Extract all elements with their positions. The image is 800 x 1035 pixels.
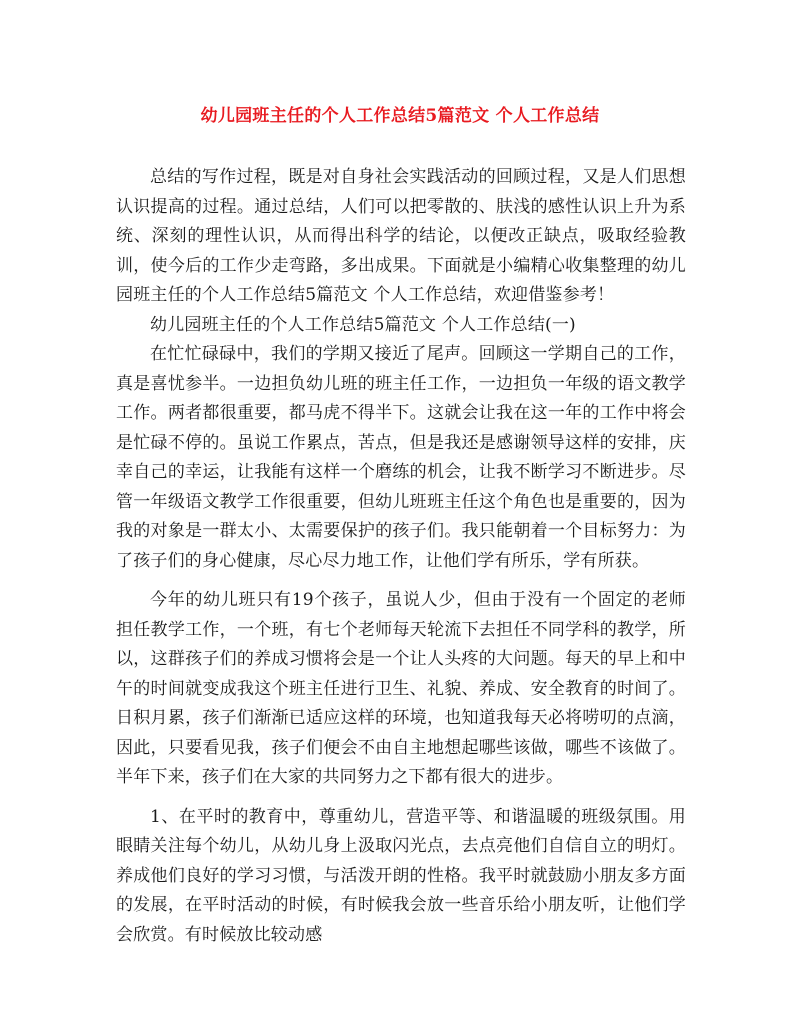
section-heading: 幼儿园班主任的个人工作总结5篇范文 个人工作总结(一) xyxy=(150,314,576,335)
document-body xyxy=(116,163,686,950)
body-paragraph-2: 今年的幼儿班只有19个孩子，虽说人少，但由于没有一个固定的老师担任教学工作，一个班，有七个老师每天轮流下去担任不同学科的教学，所以，这群孩子们的养成习惯将会是一个让人头疼的大问题。每天的早上和中午的时间就变成我这个班主任进行卫生、礼貌、养成、安全教育的时间了。日积月累，孩子们渐渐已适应这样的环境，也知道我每天必将唠叨的点滴，因此，只要看见我，孩子们便会不由自主地想起哪些该做，哪些不该做了。半年下来，孩子们在大家的共同努力之下都有很大的进步。 xyxy=(116,590,686,787)
body-paragraph-3: 1、在平时的教育中，尊重幼儿，营造平等、和谐温暖的班级氛围。用眼睛关注每个幼儿，从幼儿身上汲取闪光点，去点亮他们自信自立的明灯。养成他们良好的学习习惯，与活泼开朗的性格。我平时就鼓励小朋友多方面的发展，在平时活动的时候，有时候我会放一些音乐给小朋友听，让他们学会欣赏。有时候放比较动感 xyxy=(116,806,686,945)
body-paragraph-1: 在忙忙碌碌中，我们的学期又接近了尾声。回顾这一学期自己的工作，真是喜忧参半。一边担负幼儿班的班主任工作，一边担负一年级的语文教学工作。两者都很重要，都马虎不得半下。这就会让我在这一年的工作中将会是忙碌不停的。虽说工作累点，苦点，但是我还是感谢领导这样的安排，庆幸自己的幸运，让我能有这样一个磨练的机会，让我不断学习不断进步。尽管一年级语文教学工作很重要，但幼儿班班主任这个角色也是重要的，因为我的对象是一群太小、太需要保护的孩子们。我只能朝着一个目标努力：为了孩子们的身心健康，尽心尽力地工作，让他们学有所乐，学有所获。 xyxy=(116,344,686,571)
document-title: 幼儿园班主任的个人工作总结5篇范文 个人工作总结 xyxy=(200,106,600,126)
intro-paragraph: 总结的写作过程，既是对自身社会实践活动的回顾过程，又是人们思想认识提高的过程。通过总结，人们可以把零散的、肤浅的感性认识上升为系统、深刻的理性认识，从而得出科学的结论，以便改正缺点，吸取经验教训，使今后的工作少走弯路，多出成果。下面就是小编精心收集整理的幼儿园班主任的个人工作总结5篇范文 个人工作总结，欢迎借鉴参考！ xyxy=(116,167,686,305)
